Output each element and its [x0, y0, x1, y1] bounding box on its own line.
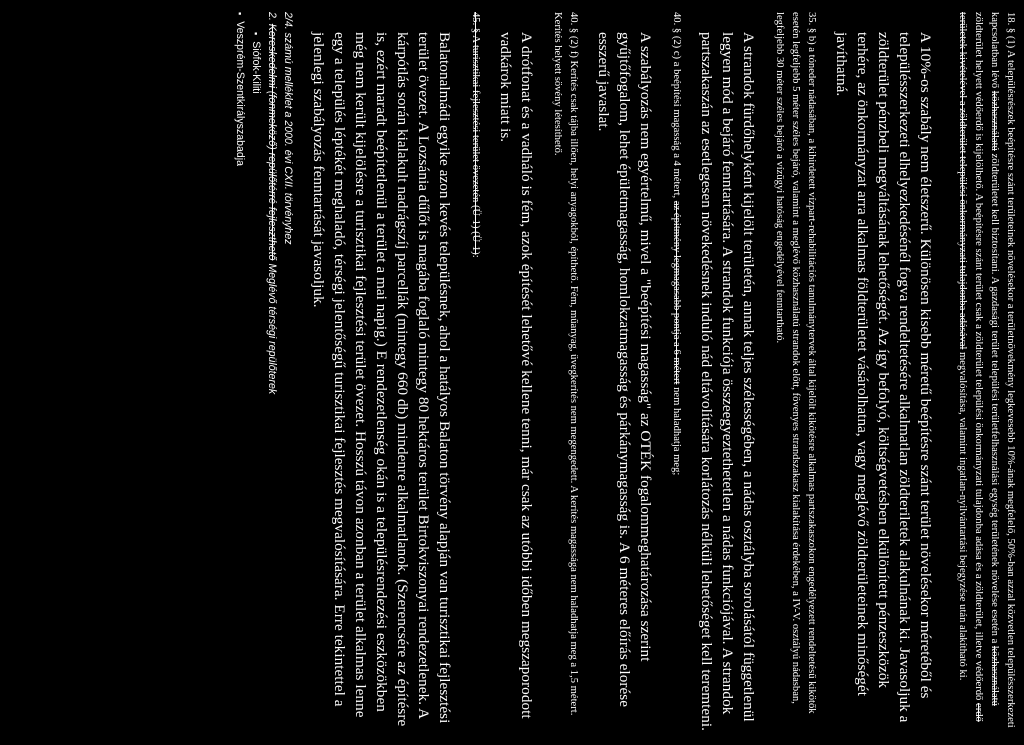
sec18-strike-3: erdő területek kivételével a zöldterület települési önkormányzati tulajdonba adásával: [957, 12, 984, 722]
comment-paragraph-5: Balatonalmádi egyike azon kevés településnek, ahol a hatályos Balaton törvény alapján van turisztikai fejlesztési terület övezet. A Lozsánia dűlőt is magába foglaló mintegy 80 hektáros terület Birtokviszonyai rendezetlenek. A kárpótlás során kialakult nadrágszíj parcellák (mintegy 660 db) mindenre alkalmatlanok. (Szerencsére az építésre is, ezért maradt beépítetlenül a terület a mai napig.) E rendezetlenség okán is a településrendezési eszközökben még nem került kijelölésre a turisztikai fejlesztési terület övezet. Hosszú távon azonban a terület alkalmas lenne egy a település léptékét meghaladó, térségi jelentőségű turisztikai fejlesztés megvalósítására. Erre tekintettel a jelenlegi szabályozás fenntartását javasoljuk.: [310, 32, 453, 727]
section-18-text: [954, 12, 1018, 731]
sec18-part-c: zöldterület helyett védőerdő is kijelölhető. A beépítésre szánt terület csak a zöldterület települési önkormányzati tulajdonba adása és a zöldterület, illetve védőerdő: [973, 12, 984, 703]
sec45-strike: 45. § A turisztikai fejlesztési terület övezetén (Ü-1) (Ü-1): [470, 12, 481, 255]
sec18-part-d: megvalósítása, valamint ingatlan-nyilvántartási bejegyzése után alakítható ki.: [957, 349, 968, 681]
sec18-strike-2: közhasználatú: [989, 645, 1000, 706]
sec40a-part-b: nem haladhatja meg;: [671, 384, 682, 476]
comment-paragraph-2: A strandok fürdőhelyként kijelölt területén, annak teljes szélességében, a nádas osztályba sorolásától függetlenül legyen mód a bejáró fenntartására. A strandok funkciója összeegyeztethetetlen a nádas funkciójával. A strandok partszakaszán az esetlegesen növekedésnek induló nád eltávolítására korlátozás nélküli lehetőséget kell teremteni.: [698, 32, 757, 731]
sec18-part-a: 18. § (1) A településrészek beépítésre szánt területeinek növelésekor a területnövekmény legkevesebb 10%-ának megfelelő, 50%-ban azzal közvetlen településszerkezeti kapcsolatban lévő: [989, 12, 1016, 728]
sec45-tail: :: [470, 254, 481, 258]
section-40-f-text: 40. § (2) f) Kerítés csak tájba illően, helyi anyagokból, építhető. Fém, műanyag, üvegkerítés nem megengedett. A kerítés magassága nem haladhatja meg a 1,5 métert. Kerítés helyett sövény létesíthető.: [552, 12, 579, 716]
section-35-text: 35. § b) a tóneder nádasában, a kihirdetett vízpart-rehabilitációs tanulmánytervek által kijelölt kikötésre alkalmas partszakaszokon engedélyezett rendeltetésű kikötők esetén legfeljebb 5 méter széles bejáró, valamint a meglévő közhasználatú strandok előtt, fövenyes strandszakasz kialakítása érdekében, a IV-V. osztályú nádasban, legfeljebb 30 méter széles bejáró a vízügyi hatóság engedélyével fenntartható.: [774, 12, 817, 714]
comment-paragraph-4: A drótfonat és a vadháló is fém, azok építését lehetővé kellene tenni, már csak az utóbbi időben megszaporodott vadkárok miatt is.: [497, 32, 535, 719]
section-45-heading: [467, 12, 483, 731]
sec18-strike-1: közhasználatú: [989, 90, 1000, 151]
sec18-part-b: zöldterületet kell biztosítani. A gazdasági terület települési területfelhasználási egység területének növelése esetén a: [989, 150, 1000, 646]
section-40-c-text: [668, 12, 684, 731]
annex-title: 2/4. számú melléklet a 2000. évi CXII. törvényhez: [282, 12, 294, 245]
sec40a-strike: az épitmény legmagasabb pontja a 6 métert: [671, 200, 682, 385]
annex-line2-strike: Kereskedelmi (fonmeköző) repülőtérré fejleszthető: [266, 23, 278, 261]
sec40a-part-a: 40. § (2) c) a beépítési magasság a 4 métert,: [671, 12, 682, 201]
annex-line2-tail: Meglévő térségi repülőterek: [266, 260, 278, 395]
comment-paragraph-1: A 10%-os szabály nem életszerű. Különösen kisebb méretű beépítésre szánt terület növelésekor méretéből és településszerkezeti elhelyezkedésénél fogva rendeltetésére alkalmatlan zöldteriletek alakulnának ki. Javasoljuk a zöldterület pénzbeli megváltásának lehetőségét. Az így befolyó, költségvetésben elkülönített pénzeszközök terhére, az önkormányzat arra alkalmas földterületet vásárolhatna, vagy meglévő zöldterületeinek minőségét javíthatná.: [833, 32, 934, 723]
annex-item: ▪ Veszprém-Szentkirályszabadja: [232, 12, 248, 731]
annex-line-2: [264, 12, 280, 731]
annex-line2-num: 2.: [266, 12, 278, 24]
annex-item: ▪ Siófok-Kiliti: [248, 12, 264, 731]
comment-paragraph-3: A szabályozás nem egyértelmű, mivel a "beépítési magasság" az OTÉK fogalommeghatározása szerint gyűjtőfogalom, lehet épületmagasság, homlokzatmagasság és párkánymagasság is. A 6 méteres előírás elorése esszerű javaslat.: [595, 32, 654, 707]
